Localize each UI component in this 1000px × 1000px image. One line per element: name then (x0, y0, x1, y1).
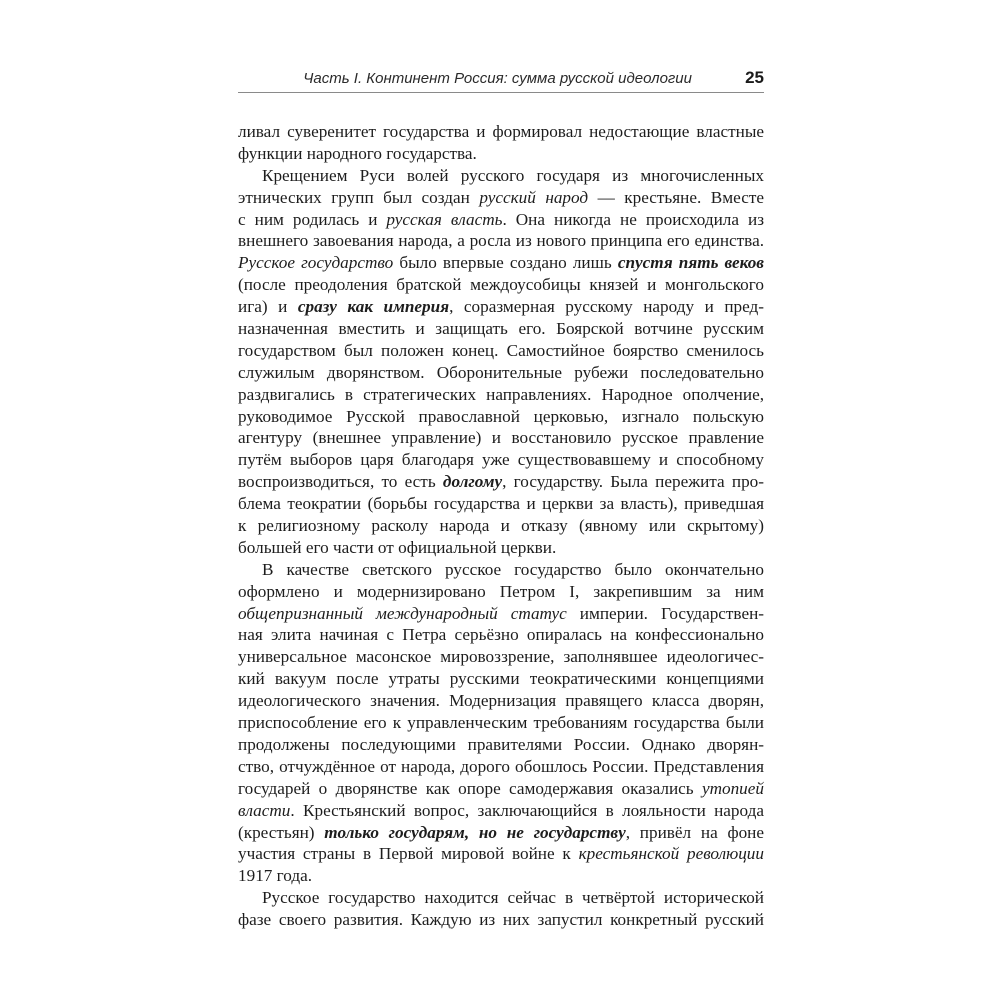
text-span: В качестве светского русское государство было окончательно (262, 559, 764, 579)
text-span: внешнего завоевания народа, а росла из нового принципа его единства. (238, 231, 764, 251)
text-span: раздвигались в стратегических направлениях. Народное ополчение, (238, 384, 764, 404)
text-span: государством был положен конец. Самостийное боярство сменилось (238, 340, 764, 360)
text-line (238, 121, 764, 143)
text-line (238, 624, 764, 646)
text-span: руководимое Русской православной церковью, изгнало польскую (238, 406, 764, 426)
text-line (238, 537, 764, 559)
text-line (238, 362, 764, 384)
text-span: Крещением Руси волей русского государя из многочисленных (262, 165, 764, 185)
text-line (238, 865, 764, 887)
text-line (238, 165, 764, 187)
text-span: — крестьяне. Вместе (588, 187, 764, 207)
text-line (238, 515, 764, 537)
page-number: 25 (745, 68, 764, 87)
text-line (238, 603, 764, 625)
text-line (238, 778, 764, 800)
text-span: с ним родилась и (238, 209, 387, 229)
text-line (238, 822, 764, 844)
text-line (238, 296, 764, 318)
text-span: . Она никогда не происходила из (502, 209, 764, 229)
text-line (238, 646, 764, 668)
text-span: . Крестьянский вопрос, заключающийся в лояльности народа (290, 800, 764, 820)
emphasis-italic: утопией (701, 778, 764, 798)
text-line (238, 143, 764, 165)
text-line (238, 712, 764, 734)
emphasis-bold-italic: долгому (442, 472, 503, 492)
text-span: Русское государство находится сейчас в четвёртой исторической (262, 888, 764, 908)
text-span: этнических групп был создан (238, 187, 480, 207)
text-line (238, 318, 764, 340)
emphasis-bold-italic: только государям, но не государству (324, 822, 626, 842)
text-line (238, 581, 764, 603)
text-span: , привёл на фоне (625, 822, 765, 842)
text-line (238, 559, 764, 581)
running-head: Часть I. Континент Россия: сумма русской идеологии (303, 70, 692, 87)
text-line (238, 690, 764, 712)
text-span: участия страны в Первой мировой войне к (238, 844, 579, 864)
text-span: ливал суверенитет государства и формировал недостающие властные (238, 122, 764, 141)
text-span: 1917 года. (238, 866, 313, 886)
text-span: идеологического значения. Модернизация правящего класса дворян, (238, 691, 764, 711)
emphasis-italic: общепризнанный международный статус (238, 603, 567, 623)
emphasis-bold-italic: спустя пять веков (617, 253, 764, 273)
text-line (238, 209, 764, 231)
text-line (238, 230, 764, 252)
text-span: агентуру (внешнее управление) и восстановило русское правление (238, 428, 764, 448)
emphasis-italic: русская власть (386, 209, 503, 229)
text-line (238, 887, 764, 909)
page-header (238, 68, 764, 93)
text-span: ига) и (238, 297, 298, 317)
text-line (238, 493, 764, 515)
text-line (238, 252, 764, 274)
emphasis-italic: крестьянской революции (578, 844, 764, 864)
text-line (238, 187, 764, 209)
text-span: (крестьян) (238, 822, 325, 842)
text-span: воспроизводиться, то есть (238, 472, 443, 492)
text-line (238, 471, 764, 493)
text-span: фазе своего развития. Каждую из них запустил конкретный русский (238, 910, 764, 930)
text-span: служилым дворянством. Оборонительные рубежи последовательно (238, 362, 764, 382)
text-span: функции народного государства. (238, 143, 477, 163)
text-span: продолжены последующими правителями России. Однако дворян- (238, 734, 764, 754)
text-span: приспособление его к управленческим требованиям государства были (238, 713, 764, 733)
text-span: к религиозному расколу народа и отказу (явному или скрытому) (238, 516, 764, 536)
emphasis-italic: власти (238, 800, 291, 820)
text-line (238, 756, 764, 778)
text-line (238, 800, 764, 822)
text-line (238, 734, 764, 756)
text-span: империи. Государствен- (566, 603, 764, 623)
text-line (238, 384, 764, 406)
text-span: универсальное масонское мировоззрение, заполнявшее идеологичес- (238, 647, 764, 667)
text-span: , государству. Была пережита про- (502, 472, 764, 492)
text-span: государей о дворянстве как опоре самодержавия оказались (238, 778, 702, 798)
text-line (238, 274, 764, 296)
text-span: большей его части от официальной церкви. (238, 537, 557, 557)
emphasis-bold-italic: сразу как империя (297, 297, 450, 317)
text-span: ная элита начиная с Петра серьёзно опиралась на конфессионально (238, 625, 764, 645)
text-line (238, 668, 764, 690)
text-span: блема теократии (борьбы государства и церкви за власть), приведшая (238, 494, 764, 514)
text-span: ство, отчуждённое от народа, дорого обошлось России. Представления (238, 756, 764, 776)
text-line (238, 340, 764, 362)
text-line (238, 427, 764, 449)
text-span: путём выборов царя благодаря уже существовавшему и способному (238, 450, 764, 470)
emphasis-italic: Русское государство (238, 253, 394, 273)
text-line (238, 843, 764, 865)
text-line (238, 449, 764, 471)
text-line (238, 406, 764, 428)
text-line (238, 909, 764, 931)
text-span: было впервые создано лишь (393, 253, 618, 273)
text-span: кий вакуум после утраты русскими теократическими концепциями (238, 669, 764, 689)
text-span: (после преодоления братской междоусобицы князей и монгольского (238, 275, 764, 295)
body-text (238, 121, 764, 931)
emphasis-italic: русский народ (479, 187, 589, 207)
text-span: назначенная вместить и защищать его. Боярской вотчине русским (238, 319, 764, 339)
text-span: , соразмерная русскому народу и пред- (449, 297, 764, 317)
text-span: оформлено и модернизировано Петром I, закрепившим за ним (238, 581, 764, 601)
